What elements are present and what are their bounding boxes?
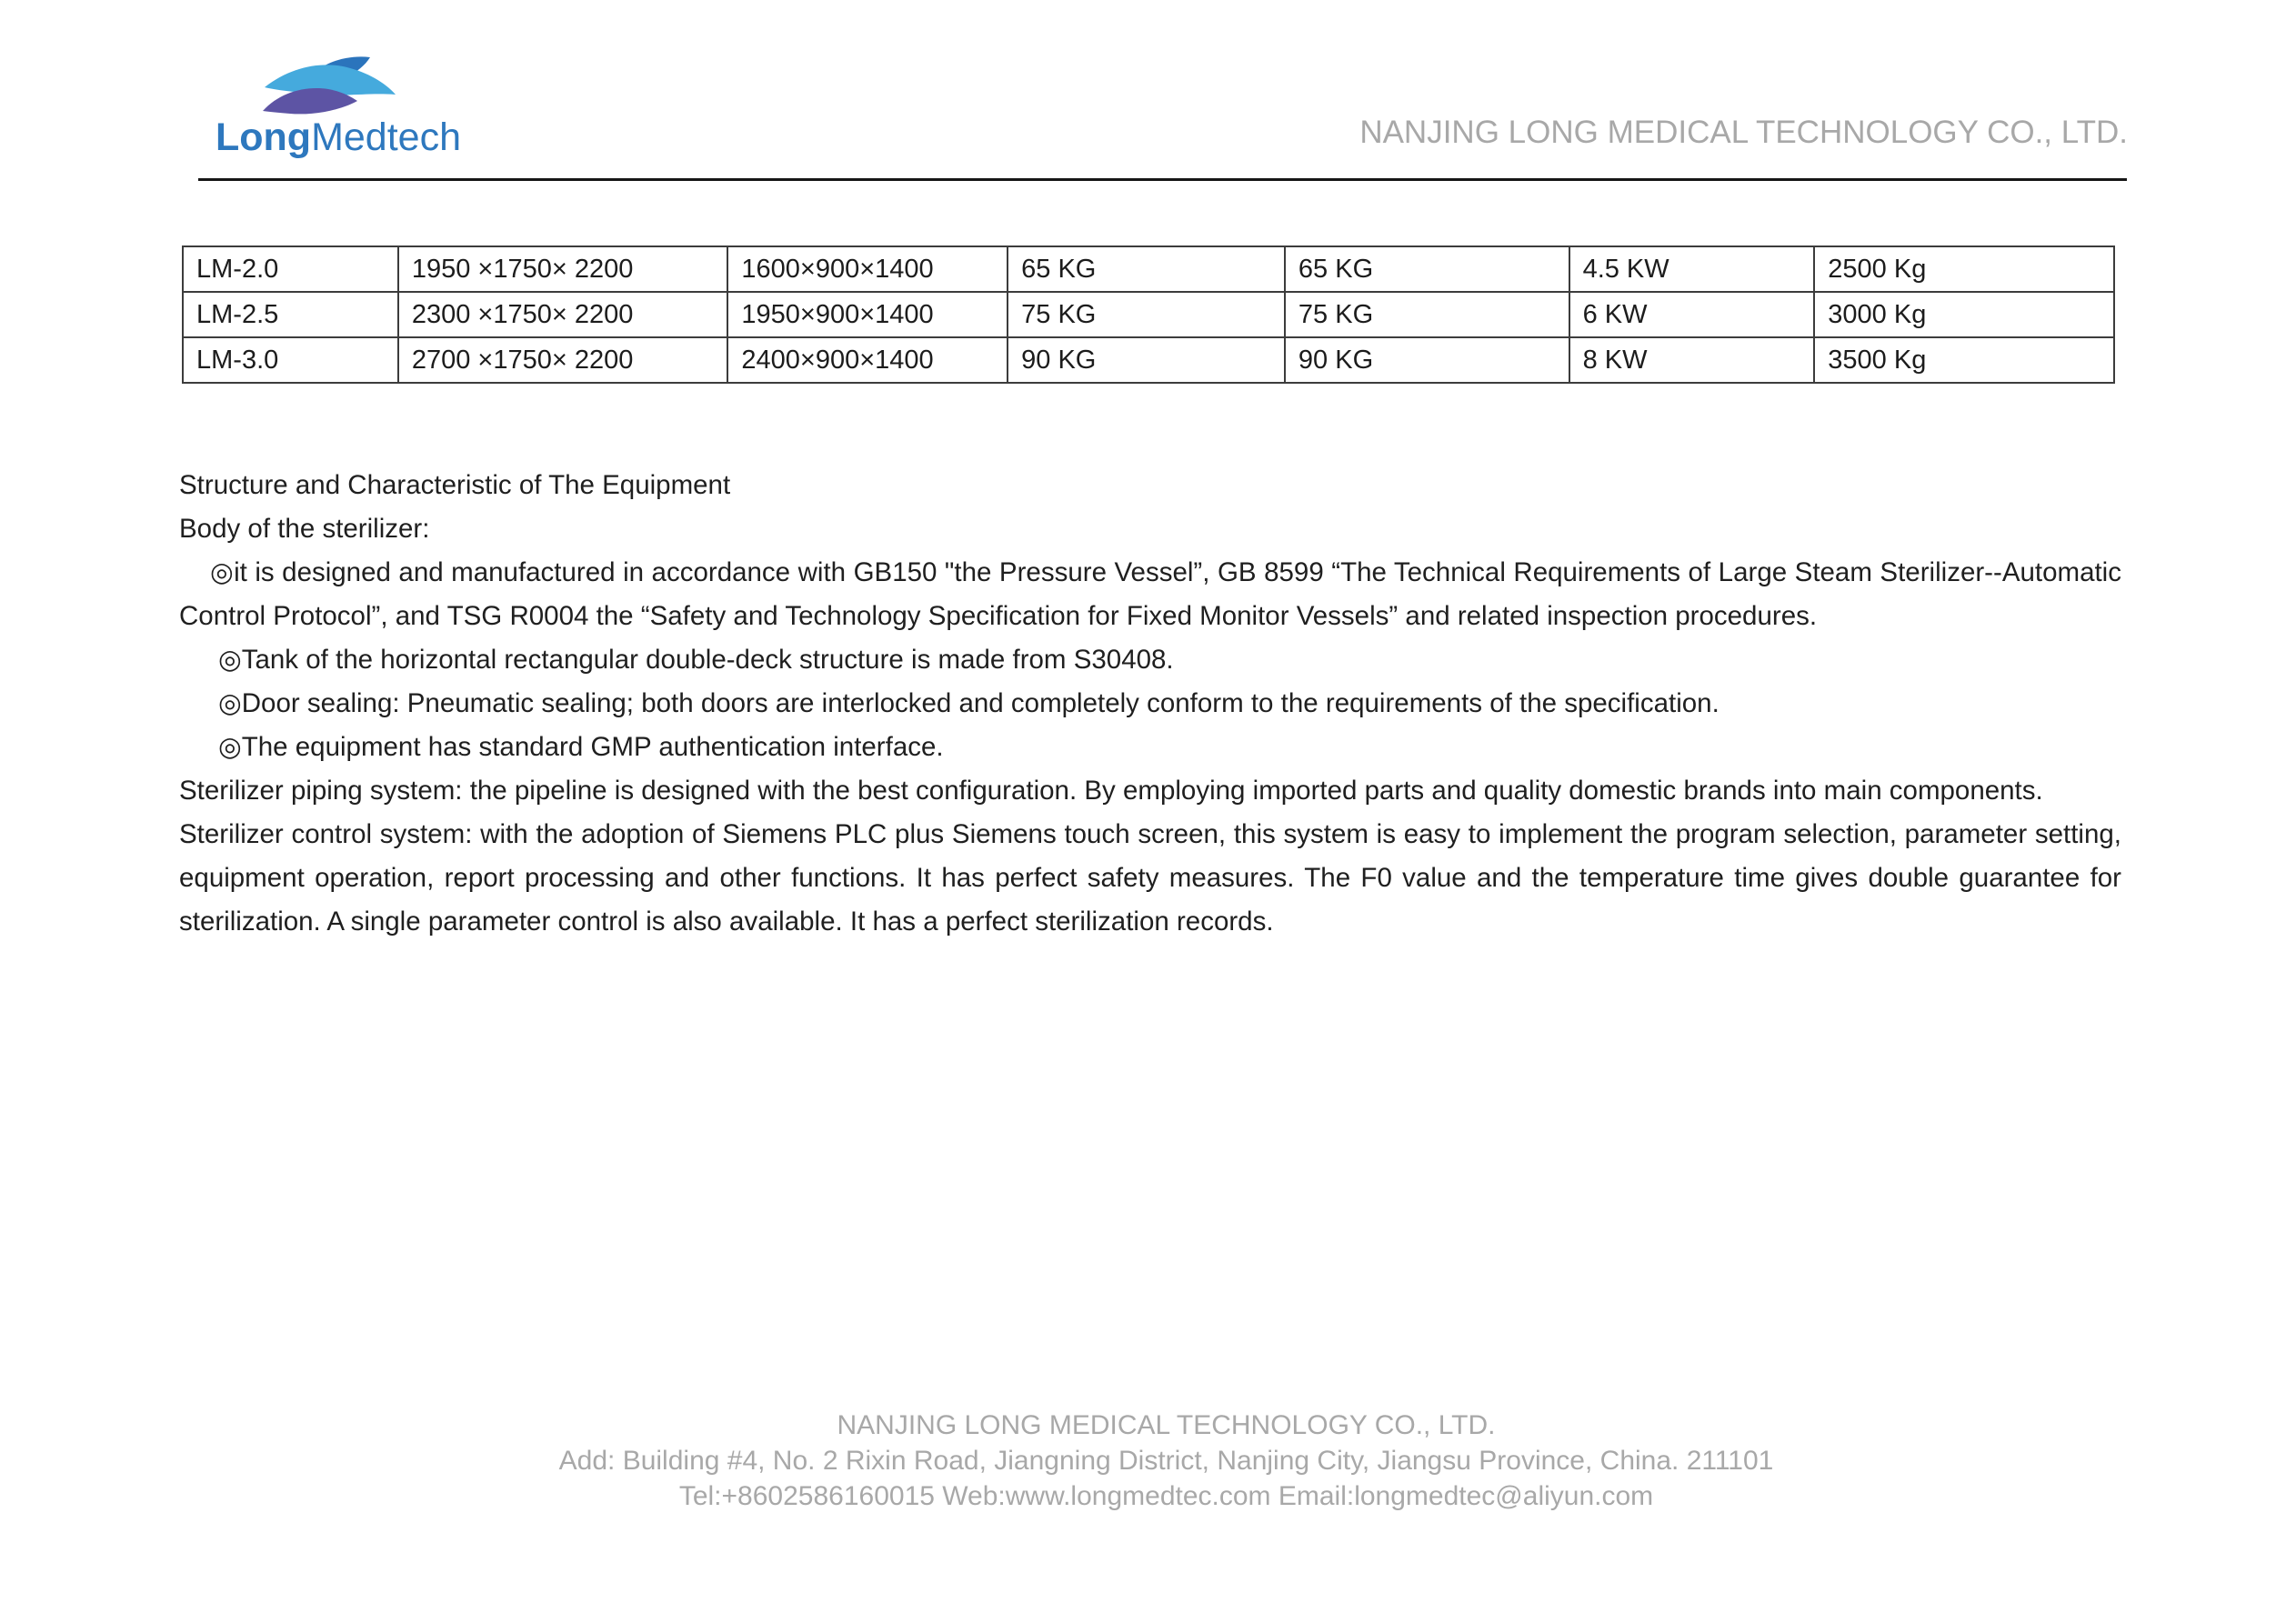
footer-company: NANJING LONG MEDICAL TECHNOLOGY CO., LTD. — [837, 1410, 1496, 1440]
cell-weight-a: 75 KG — [1008, 292, 1285, 337]
cell-weight-b: 75 KG — [1285, 292, 1569, 337]
footer-address: Add: Building #4, No. 2 Rixin Road, Jiangning District, Nanjing City, Jiangsu Province, China. 211101 — [558, 1446, 1774, 1476]
spec-table — [182, 245, 2115, 384]
paragraph-piping-system: Sterilizer piping system: the pipeline is designed with the best configuration. By employing imported parts and quality domestic brands into main components. — [179, 776, 2043, 806]
paragraph-door-sealing: ◎Door sealing: Pneumatic sealing; both doors are interlocked and completely conform to the requirements of the specification. — [218, 688, 1719, 718]
cell-model: LM-2.0 — [183, 246, 398, 292]
cell-overall-size: 1950 ×1750× 2200 — [398, 246, 728, 292]
logo-swoosh-icon — [261, 53, 397, 116]
cell-power: 8 KW — [1569, 337, 1815, 383]
cell-weight-b: 90 KG — [1285, 337, 1569, 383]
cell-power: 4.5 KW — [1569, 246, 1815, 292]
table-row — [183, 246, 2114, 292]
cell-overall-size: 2700 ×1750× 2200 — [398, 337, 728, 383]
paragraph-tank: ◎Tank of the horizontal rectangular double-deck structure is made from S30408. — [218, 645, 1174, 675]
table-row — [183, 337, 2114, 383]
section-title: Structure and Characteristic of The Equipment — [179, 470, 731, 500]
cell-model: LM-2.5 — [183, 292, 398, 337]
cell-chamber-size: 2400×900×1400 — [727, 337, 1008, 383]
subsection-title: Body of the sterilizer: — [179, 514, 430, 544]
cell-weight-a: 90 KG — [1008, 337, 1285, 383]
footer-contact: Tel:+8602586160015 Web:www.longmedtec.com Email:longmedtec@aliyun.com — [678, 1481, 1654, 1511]
paragraph-control-system: Sterilizer control system: with the adoption of Siemens PLC plus Siemens touch screen, this system is easy to implement the program selection, parameter setting, equipment operation, report processing and other functions. It has perfect safety measures. The F0 value and the temperature time gives double guarantee for sterilization. A single parameter control is also available. It has a perfect sterilization records. — [179, 819, 2121, 937]
logo-wordmark — [216, 116, 488, 158]
cell-weight-b: 65 KG — [1285, 246, 1569, 292]
table-row — [183, 292, 2114, 337]
cell-total-weight: 3500 Kg — [1814, 337, 2114, 383]
body-content — [179, 464, 2121, 944]
cell-chamber-size: 1600×900×1400 — [727, 246, 1008, 292]
company-logo — [216, 53, 488, 158]
page-footer — [18, 1408, 2296, 1514]
cell-total-weight: 2500 Kg — [1814, 246, 2114, 292]
cell-total-weight: 3000 Kg — [1814, 292, 2114, 337]
header-company-name: NANJING LONG MEDICAL TECHNOLOGY CO., LTD. — [1359, 115, 2128, 150]
cell-model: LM-3.0 — [183, 337, 398, 383]
paragraph-design-standards: ◎it is designed and manufactured in accordance with GB150 "the Pressure Vessel”, GB 8599 “The Technical Requirements of Large Steam Sterilizer--Automatic Control Protocol”, and TSG R0004 the “Safety and Technology Specification for Fixed Monitor Vessels” and related inspection procedures. — [179, 557, 2121, 631]
cell-chamber-size: 1950×900×1400 — [727, 292, 1008, 337]
header-divider — [198, 178, 2127, 181]
cell-weight-a: 65 KG — [1008, 246, 1285, 292]
cell-power: 6 KW — [1569, 292, 1815, 337]
paragraph-gmp-interface: ◎The equipment has standard GMP authentication interface. — [218, 732, 944, 762]
logo-word-medtech: Medtech — [311, 115, 462, 159]
logo-word-long: Long — [216, 115, 312, 159]
cell-overall-size: 2300 ×1750× 2200 — [398, 292, 728, 337]
